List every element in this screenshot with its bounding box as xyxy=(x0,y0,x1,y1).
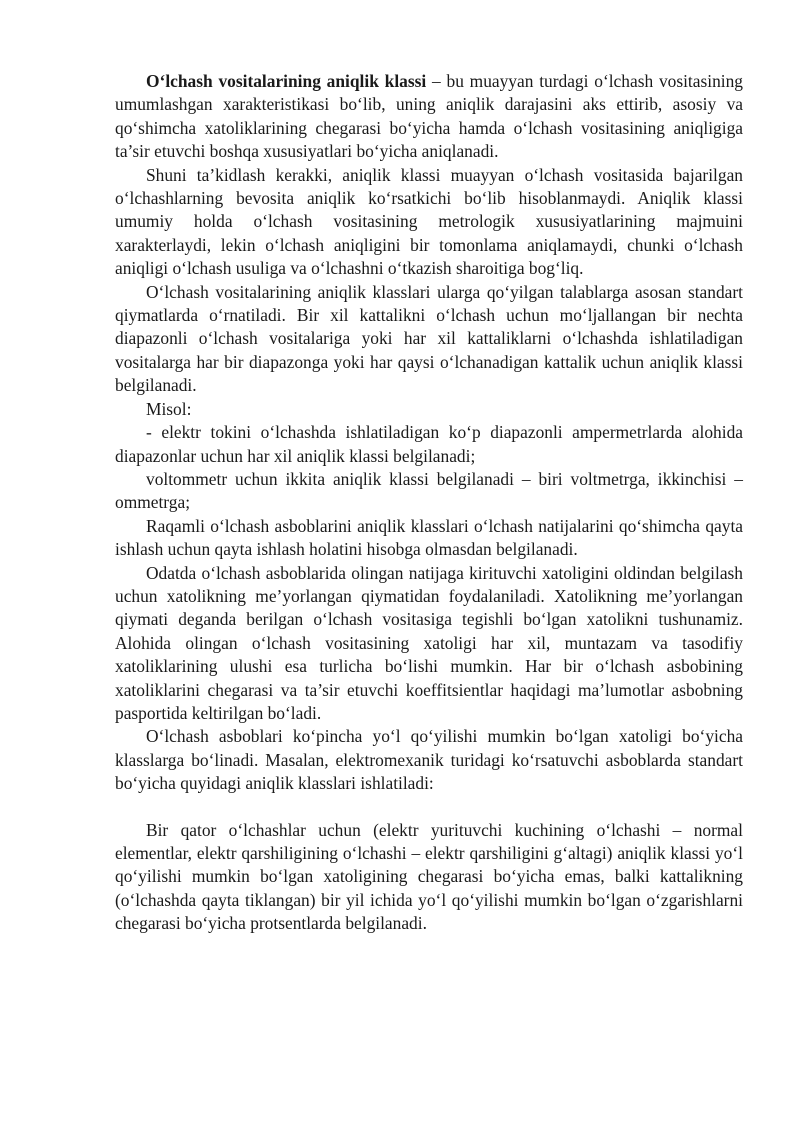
paragraph-example-heading: Misol: xyxy=(146,398,192,419)
paragraph-accuracy-classes: O‘lchash asboblari ko‘pincha yo‘l qo‘yilishi mumkin bo‘lgan xatoligi bo‘yicha klasslarga bo‘linadi. Masalan, elektromexanik turidagi ko‘rsatuvchi asboblarda standart bo‘yicha quyidagi aniqlik klasslari ishlatiladi: xyxy=(115,726,743,794)
defined-term: O‘lchash vositalarining aniqlik klassi xyxy=(146,71,427,91)
definition-text: – bu muayyan turdagi o‘lchash vositasining umumlashgan xarakteristikasi bo‘lib, uning aniqlik darajasini aks ettirib, asosiy va qo‘shimcha xatoliklarining chegarasi bo‘yicha hamda o‘lchash vositasining aniqligiga ta’sir etuvchi boshqa xususiyatlari bo‘yicha aniqlanadi. xyxy=(115,71,743,162)
paragraph-definition xyxy=(115,70,743,164)
paragraph-standard-values: O‘lchash vositalarining aniqlik klasslari ularga qo‘yilgan talablarga asosan standart qiymatlarda o‘rnatiladi. Bir xil kattalikni o‘lchash uchun mo‘ljallangan bir nechta diapazonli o‘lchash vositalariga yoki har xil kattaliklarni o‘lchashda ishlatiladigan vositalarga har bir diapazonga yoki har qaysi o‘lchanadigan kattalik uchun aniqlik klassi belgilanadi. xyxy=(115,281,743,396)
paragraph-note: Shuni ta’kidlash kerakki, aniqlik klassi muayyan o‘lchash vositasida bajarilgan o‘lchashlarning bevosita aniqlik ko‘rsatkichi bo‘lib hisoblanmaydi. Aniqlik klassi umumiy holda o‘lchash vositasining metrologik xususiyatlarining majmuini xarakterlaydi, lekin o‘lchash aniqligini bir tomonlama aniqlamaydi, chunki o‘lchash aniqligi o‘lchash usuliga va o‘lchashni o‘tkazish sharoitiga bog‘liq. xyxy=(115,164,743,279)
blank-gap xyxy=(115,796,743,819)
paragraph-annual-change: Bir qator o‘lchashlar uchun (elektr yurituvchi kuchining o‘lchashi – normal elementlar, elektr qarshiligining o‘lchashi – elektr qarshiligini g‘altagi) aniqlik klassi yo‘l qo‘yilishi mumkin bo‘lgan xatoligining chegarasi bo‘yicha emas, balki kattalikning (o‘lchashda qayta tiklangan) bir yil ichida yo‘l qo‘yilishi mumkin bo‘lgan o‘zgarishlarni chegarasi bo‘yicha protsentlarda belgilanadi. xyxy=(115,819,743,934)
paragraph-example-voltohmmeter: voltommetr uchun ikkita aniqlik klassi belgilanadi – biri voltmetrga, ikkinchisi – ommetrga; xyxy=(115,468,743,513)
paragraph-normalized-error: Odatda o‘lchash asboblarida olingan natijaga kirituvchi xatoligini oldindan belgilash uchun xatolikning me’yorlangan qiymatidan foydalaniladi. Xatolikning me’yorlangan qiymati deganda berilgan o‘lchash vositasiga tegishli bo‘lgan xatolikni tushunamiz. Alohida olingan o‘lchash vositasining xatoligi har xil, muntazam va tasodifiy xatoliklarining ulushi esa turlicha bo‘lishi mumkin. Har bir o‘lchash asbobining xatoliklarini chegarasi va ta’sir etuvchi koeffitsientlar haqidagi ma’lumotlar asbobning pasportida keltirilgan bo‘ladi. xyxy=(115,562,743,723)
document-page xyxy=(115,70,743,936)
paragraph-digital-instruments: Raqamli o‘lchash asboblarini aniqlik klasslari o‘lchash natijalarini qo‘shimcha qayta ishlash uchun qayta ishlash holatini hisobga olmasdan belgilanadi. xyxy=(115,515,743,560)
paragraph-example-ammeter: - elektr tokini o‘lchashda ishlatiladigan ko‘p diapazonli ampermetrlarda alohida diapazonlar uchun har xil aniqlik klassi belgilanadi; xyxy=(115,422,743,466)
